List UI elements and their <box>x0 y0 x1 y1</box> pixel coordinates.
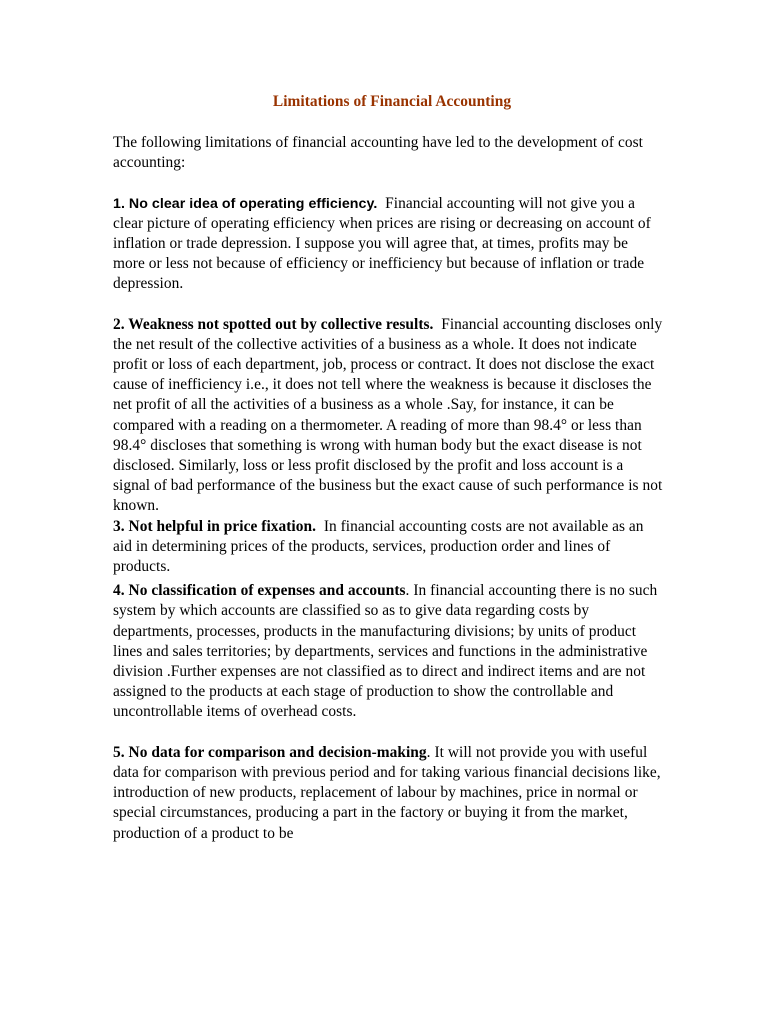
document-title: Limitations of Financial Accounting <box>272 93 512 110</box>
section-5 <box>113 743 663 844</box>
spacer <box>113 174 663 194</box>
section-5-heading: 5. No data for comparison and decision-making <box>113 743 427 761</box>
section-4 <box>113 581 663 722</box>
intro-paragraph: The following limitations of financial accounting have led to the development of cost accounting: <box>113 134 643 172</box>
spacer <box>113 723 663 743</box>
section-4-heading: 4. No classification of expenses and accounts <box>113 582 406 600</box>
spacer <box>113 295 663 315</box>
section-3-heading: 3. Not helpful in price fixation. <box>113 517 317 535</box>
document-page <box>113 92 663 844</box>
section-4-body: . In financial accounting there is no such system by which accounts are classified so as to give data regarding costs by departments, processes, products in the manufacturing divisions; by units of product lines and sales territories; by departments, services and functions in the administrative division .Further expenses are not classified as to direct and indirect items and are not assigned to the products at each stage of production to show the controllable and uncontrollable items of overhead costs. <box>113 582 658 721</box>
section-2-heading: 2. Weakness not spotted out by collective results. <box>113 315 434 333</box>
section-1 <box>113 194 663 295</box>
section-5-body: . It will not provide you with useful data for comparison with previous period and for taking various financial decisions like, introduction of new products, replacement of labour by machines, price in normal or special circumstances, producing a part in the factory or buying it from the market, production of a product to be <box>113 743 661 842</box>
section-3 <box>113 517 663 578</box>
section-1-body: Financial accounting will not give you a clear picture of operating efficiency when prices are rising or decreasing on account of inflation or trade depression. I suppose you will agree that, at times, profits may be more or less not because of efficiency or inefficiency but because of inflation or trade depression. <box>113 194 651 293</box>
section-2-body: Financial accounting discloses only the net result of the collective activities of a business as a whole. It does not indicate profit or loss of each department, job, process or contract. It does not disclose the exact cause of inefficiency i.e., it does not tell where the weakness is because it discloses the net profit of all the activities of a business as a whole .Say, for instance, it can be compared with a reading on a thermometer. A reading of more than 98.4° or less than 98.4° discloses that something is wrong with human body but the exact disease is not disclosed. Similarly, loss or less profit disclosed by the profit and loss account is a signal of bad performance of the business but the exact cause of such performance is not known. <box>113 315 663 515</box>
section-1-heading: 1. No clear idea of operating efficiency. <box>113 195 378 212</box>
section-2 <box>113 315 663 517</box>
section-3-body: In financial accounting costs are not available as an aid in determining prices of the products, services, production order and lines of products. <box>113 517 644 576</box>
